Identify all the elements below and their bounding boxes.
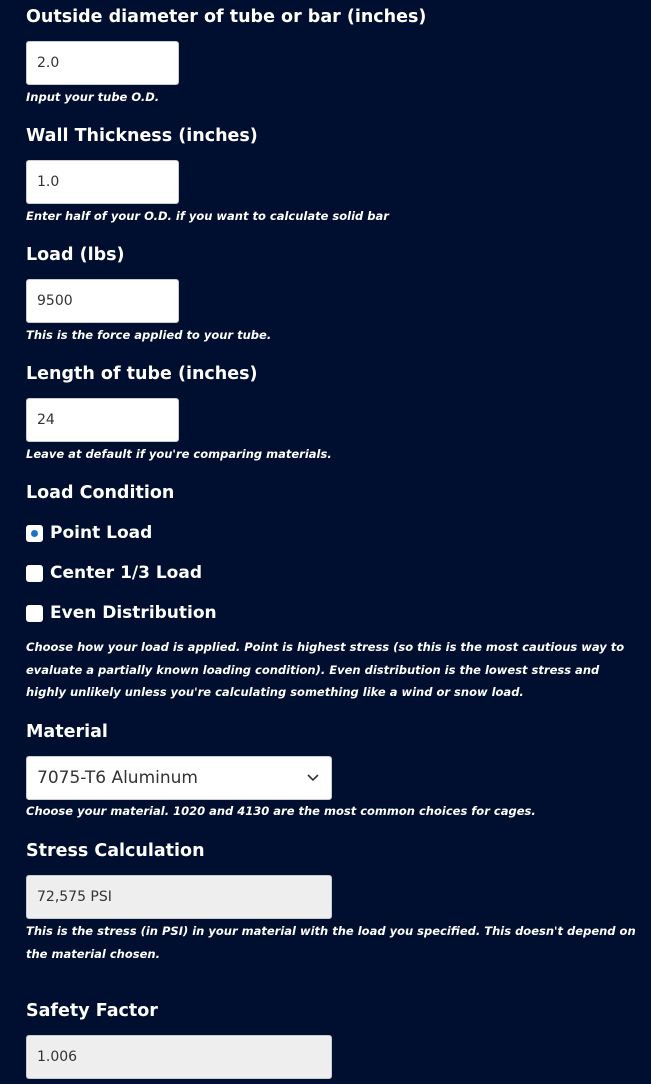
stress-label: Stress Calculation — [26, 841, 205, 861]
material-select[interactable] — [26, 756, 332, 800]
stress-help: This is the stress (in PSI) in your material with the load you specified. This doesn't depend on the material chosen. — [26, 924, 636, 961]
material-selected-value: 7075-T6 Aluminum — [37, 768, 198, 788]
radio-point-load[interactable] — [26, 525, 43, 542]
length-help: Leave at default if you're comparing materials. — [26, 447, 332, 461]
option-point-load-label: Point Load — [50, 523, 153, 543]
safety-factor-output: 1.006 — [26, 1035, 332, 1079]
load-label: Load (lbs) — [26, 245, 125, 265]
wall-thickness-input[interactable]: 1.0 — [26, 160, 179, 204]
option-center-third-load-label: Center 1/3 Load — [50, 563, 203, 583]
load-help: This is the force applied to your tube. — [26, 328, 272, 342]
option-even-distribution[interactable] — [26, 602, 217, 624]
od-label: Outside diameter of tube or bar (inches) — [26, 7, 427, 27]
stress-output: 72,575 PSI — [26, 875, 332, 919]
length-label: Length of tube (inches) — [26, 364, 258, 384]
chevron-down-icon — [305, 769, 321, 785]
od-input[interactable]: 2.0 — [26, 41, 179, 85]
od-help: Input your tube O.D. — [26, 90, 160, 104]
load-condition-label: Load Condition — [26, 483, 175, 503]
option-point-load[interactable] — [26, 522, 152, 544]
wall-thickness-help: Enter half of your O.D. if you want to calculate solid bar — [26, 209, 389, 223]
radio-even-distribution[interactable] — [26, 605, 43, 622]
length-input[interactable]: 24 — [26, 398, 179, 442]
load-input[interactable]: 9500 — [26, 279, 179, 323]
safety-factor-label: Safety Factor — [26, 1001, 158, 1021]
radio-center-third-load[interactable] — [26, 565, 43, 582]
option-even-distribution-label: Even Distribution — [50, 603, 217, 623]
wall-thickness-label: Wall Thickness (inches) — [26, 126, 258, 146]
load-condition-help: Choose how your load is applied. Point is highest stress (so this is the most cautious way to evaluate a partially known loading condition). Even distribution is the lowest stress and highly unlikely unless you're calculating something like a wind or snow load. — [26, 640, 625, 699]
material-label: Material — [26, 722, 108, 742]
option-center-third-load[interactable] — [26, 562, 202, 584]
material-help: Choose your material. 1020 and 4130 are the most common choices for cages. — [26, 804, 536, 818]
